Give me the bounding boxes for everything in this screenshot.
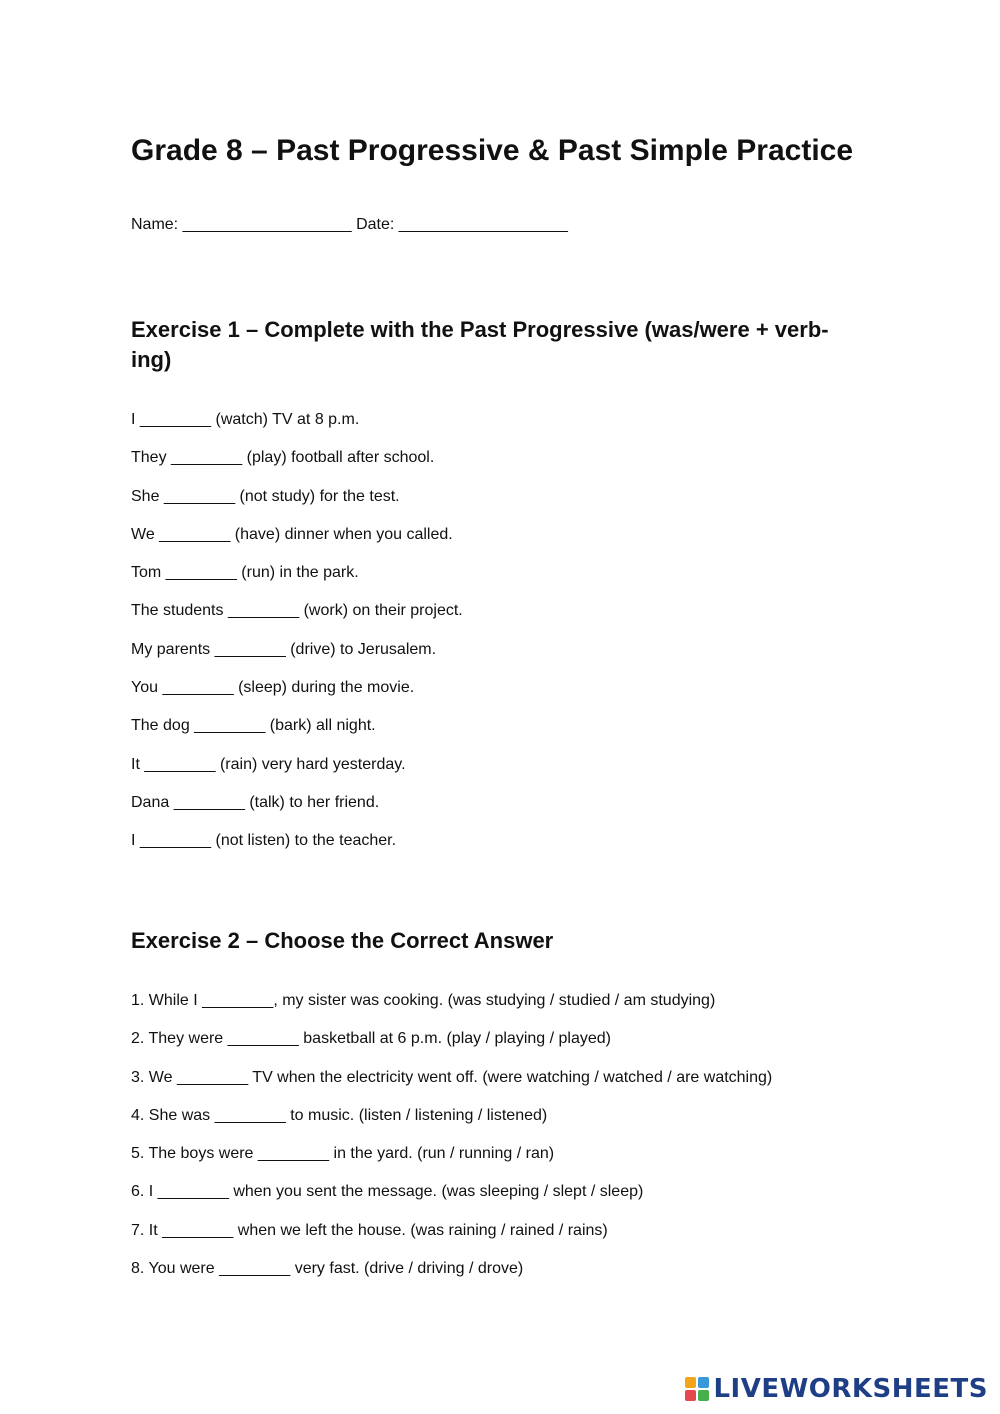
exercise-2-item: 8. You were ________ very fast. (drive / driving / drove) xyxy=(131,1260,524,1278)
exercise-2-item: 3. We ________ TV when the electricity went off. (were watching / watched / are watching) xyxy=(131,1068,773,1086)
logo-square xyxy=(685,1390,696,1401)
liveworksheets-logo-icon xyxy=(685,1377,709,1401)
exercise-1-heading: Exercise 1 – Complete with the Past Progressive (was/were + verb-ing) xyxy=(131,317,829,372)
exercise-2-item: 2. They were ________ basketball at 6 p.m. (play / playing / played) xyxy=(131,1030,611,1048)
exercise-1-item: Dana ________ (talk) to her friend. xyxy=(131,793,380,811)
exercise-2-item: 4. She was ________ to music. (listen / listening / listened) xyxy=(131,1106,548,1124)
exercise-1-item: The dog ________ (bark) all night. xyxy=(131,717,376,735)
brand-wordmark: LIVEWORKSHEETS xyxy=(713,1374,988,1404)
exercise-1-item: You ________ (sleep) during the movie. xyxy=(131,679,415,697)
logo-square xyxy=(698,1377,709,1388)
logo-square xyxy=(698,1390,709,1401)
logo-square xyxy=(685,1377,696,1388)
exercise-2-heading: Exercise 2 – Choose the Correct Answer xyxy=(131,928,554,953)
exercise-2-list xyxy=(131,990,772,1296)
exercise-1-item: The students ________ (work) on their project. xyxy=(131,602,463,620)
exercise-1-item: I ________ (watch) TV at 8 p.m. xyxy=(131,411,360,428)
exercise-1-item: I ________ (not listen) to the teacher. xyxy=(131,832,397,850)
exercise-2-item: 7. It ________ when we left the house. (was raining / rained / rains) xyxy=(131,1221,608,1239)
name-date-line: Name: ___________________ Date: ___________________ xyxy=(131,216,568,233)
exercise-1-item: They ________ (play) football after school. xyxy=(131,449,435,467)
exercise-1-item: We ________ (have) dinner when you called. xyxy=(131,525,453,543)
exercise-2-item: 6. I ________ when you sent the message. (was sleeping / slept / sleep) xyxy=(131,1183,644,1201)
exercise-1-item: She ________ (not study) for the test. xyxy=(131,487,400,505)
page-title: Grade 8 – Past Progressive & Past Simple Practice xyxy=(131,134,854,167)
exercise-1-item: It ________ (rain) very hard yesterday. xyxy=(131,755,406,773)
liveworksheets-brand xyxy=(685,1374,988,1404)
exercise-2-item: 1. While I ________, my sister was cooking. (was studying / studied / am studying) xyxy=(131,992,716,1009)
exercise-1-item: Tom ________ (run) in the park. xyxy=(131,564,359,582)
exercise-2-item: 5. The boys were ________ in the yard. (run / running / ran) xyxy=(131,1145,555,1163)
exercise-1-item: My parents ________ (drive) to Jerusalem. xyxy=(131,640,437,658)
exercise-1-list xyxy=(131,409,463,869)
